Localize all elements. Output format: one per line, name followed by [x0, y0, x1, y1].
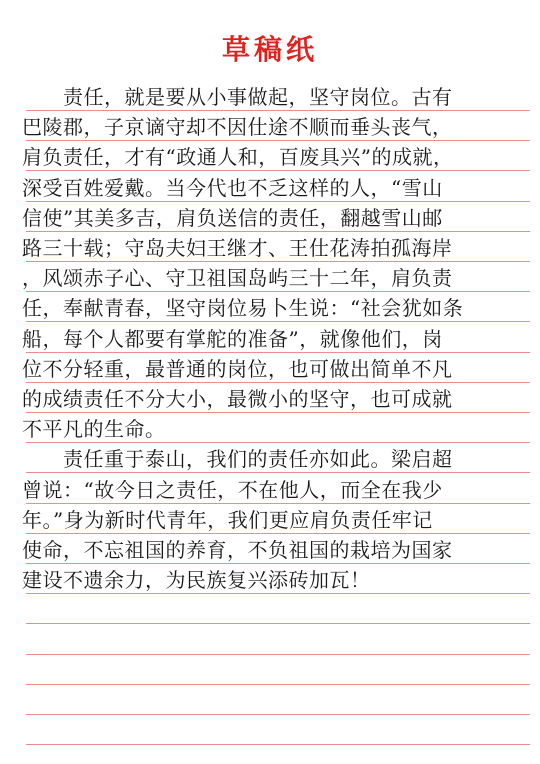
ruled-line [26, 654, 530, 655]
essay-line: 的成绩责任不分大小，最微小的坚守，也可成就 [22, 387, 453, 411]
essay-line: 船，每个人都要有掌舵的准备”，就像他们，岗 [22, 327, 443, 351]
ruled-line [26, 714, 530, 715]
ruled-line [26, 684, 530, 685]
ruled-line [26, 533, 530, 534]
ruled-line [26, 563, 530, 564]
ruled-line [26, 110, 530, 111]
essay-line: 路三十载；守岛夫妇王继才、王仕花涛拍孤海岸 [22, 236, 453, 260]
ruled-line [26, 593, 530, 594]
ruled-line [26, 352, 530, 353]
ruled-line [26, 472, 530, 473]
essay-line: 责任，就是要从小事做起，坚守岗位。古有 [22, 85, 453, 109]
essay-line: 曾说：“故今日之责任，不在他人，而全在我少 [22, 478, 443, 502]
ruled-line [26, 170, 530, 171]
ruled-line [26, 261, 530, 262]
ruled-line [26, 442, 530, 443]
ruled-line [26, 412, 530, 413]
page-title: 草稿纸 [221, 33, 318, 66]
ruled-line [26, 291, 530, 292]
ruled-line [26, 201, 530, 202]
essay-line: 任，奉献青春，坚守岗位易卜生说：“社会犹如条 [22, 296, 464, 320]
essay-line: 建设不遗余力，为民族复兴添砖加瓦！ [22, 568, 371, 592]
essay-line: 责任重于泰山，我们的责任亦如此。梁启超 [22, 447, 453, 471]
ruled-line [26, 321, 530, 322]
essay-line: ，风颂赤子心、守卫祖国岛屿三十二年，肩负责 [22, 266, 453, 290]
ruled-line [26, 140, 530, 141]
essay-line: 位不分轻重，最普通的岗位，也可做出简单不凡 [22, 357, 453, 381]
ruled-line [26, 231, 530, 232]
ruled-line [26, 382, 530, 383]
essay-line: 不平凡的生命。 [22, 417, 166, 441]
ruled-line [26, 744, 530, 745]
essay-line: 年。”身为新时代青年，我们更应肩负责任牢记 [22, 508, 433, 532]
essay-line: 肩负责任，才有“政通人和，百废具兴”的成就， [22, 145, 454, 169]
essay-line: 深受百姓爱戴。当今代也不乏这样的人，“雪山 [22, 176, 443, 200]
essay-line: 信使”其美多吉，肩负送信的责任，翻越雪山邮 [22, 206, 443, 230]
essay-line: 巴陵郡，子京谪守却不因仕途不顺而垂头丧气， [22, 115, 453, 139]
ruled-line [26, 623, 530, 624]
essay-line: 使命，不忘祖国的养育，不负祖国的栽培为国家 [22, 538, 453, 562]
ruled-line [26, 503, 530, 504]
